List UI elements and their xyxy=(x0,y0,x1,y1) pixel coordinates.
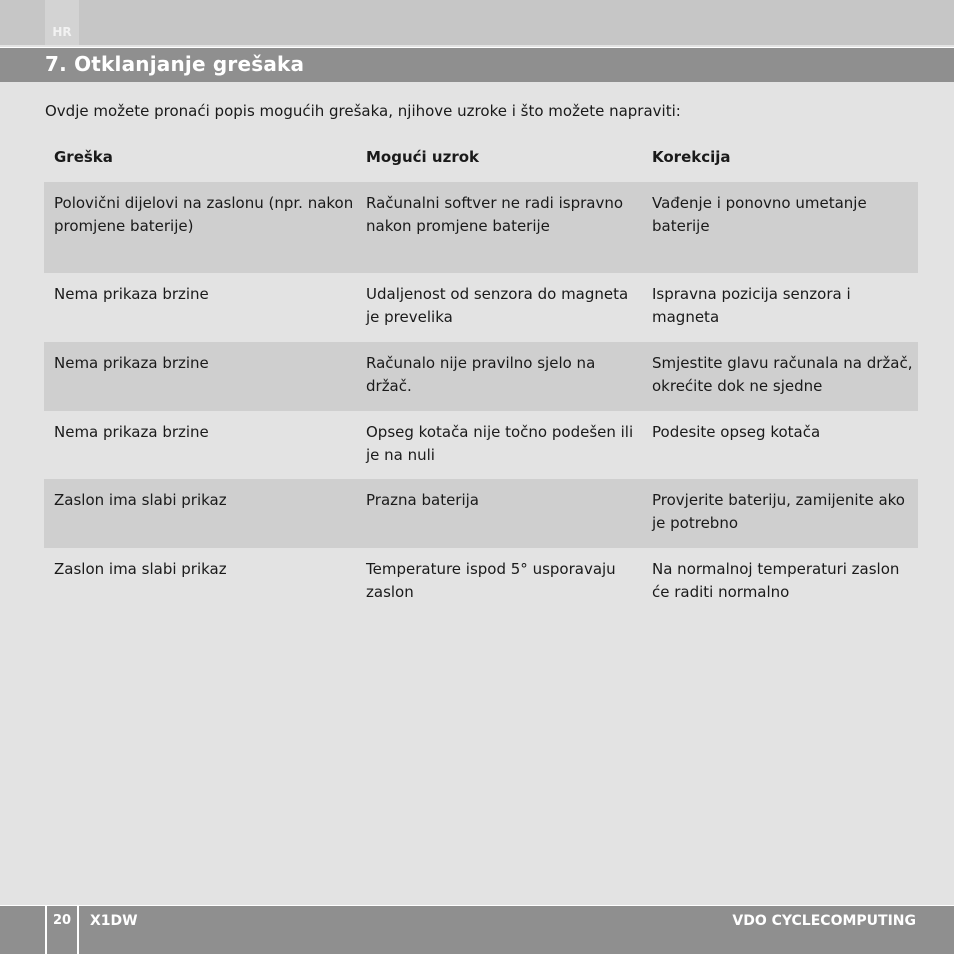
cause-cell: Temperature ispod 5° usporavaju zaslon xyxy=(366,560,616,601)
fault-cell: Nema prikaza brzine xyxy=(54,285,209,303)
correction-cell: Provjerite bateriju, zamijenite ako je potrebno xyxy=(652,491,905,532)
table-header-row xyxy=(44,140,918,182)
correction-cell: Vađenje i ponovno umetanje baterije xyxy=(652,194,867,235)
page-footer xyxy=(0,906,954,954)
brand-name: VDO CYCLECOMPUTING xyxy=(732,913,916,929)
cause-cell: Opseg kotača nije točno podešen ili je na nuli xyxy=(366,423,634,464)
page-number-box xyxy=(45,906,79,954)
model-name: X1DW xyxy=(90,913,138,929)
language-label: HR xyxy=(52,25,72,39)
table-row xyxy=(44,411,918,479)
fault-cell: Zaslon ima slabi prikaz xyxy=(54,491,227,509)
table-row xyxy=(44,342,918,411)
cause-cell: Računalo nije pravilno sjelo na držač. xyxy=(366,354,596,395)
cause-cell: Računalni softver ne radi ispravno nakon promjene baterije xyxy=(366,194,624,235)
header-correction: Korekcija xyxy=(652,148,731,166)
language-tab xyxy=(45,0,79,45)
header-fault: Greška xyxy=(54,148,113,166)
cause-cell: Udaljenost od senzora do magneta je prevelika xyxy=(366,285,629,326)
table-row xyxy=(44,479,918,548)
correction-cell: Ispravna pozicija senzora i magneta xyxy=(652,285,851,326)
fault-cell: Zaslon ima slabi prikaz xyxy=(54,560,227,578)
troubleshooting-table xyxy=(44,140,918,617)
page-number: 20 xyxy=(52,913,72,928)
fault-cell: Polovični dijelovi na zaslonu (npr. nakon promjene baterije) xyxy=(54,194,354,235)
table-row xyxy=(44,273,918,342)
fault-cell: Nema prikaza brzine xyxy=(54,354,209,372)
intro-text: Ovdje možete pronaći popis mogućih grešaka, njihove uzroke i što možete napraviti: xyxy=(45,102,681,120)
top-band xyxy=(0,0,954,45)
section-title-bar xyxy=(0,47,954,82)
header-cause: Mogući uzrok xyxy=(366,148,479,166)
correction-cell: Na normalnoj temperaturi zaslon će raditi normalno xyxy=(652,560,900,601)
correction-cell: Smjestite glavu računala na držač, okrećite dok ne sjedne xyxy=(652,354,913,395)
cause-cell: Prazna baterija xyxy=(366,491,479,509)
section-title: 7. Otklanjanje grešaka xyxy=(45,52,305,76)
fault-cell: Nema prikaza brzine xyxy=(54,423,209,441)
correction-cell: Podesite opseg kotača xyxy=(652,423,821,441)
table-row xyxy=(44,548,918,617)
table-row xyxy=(44,182,918,273)
